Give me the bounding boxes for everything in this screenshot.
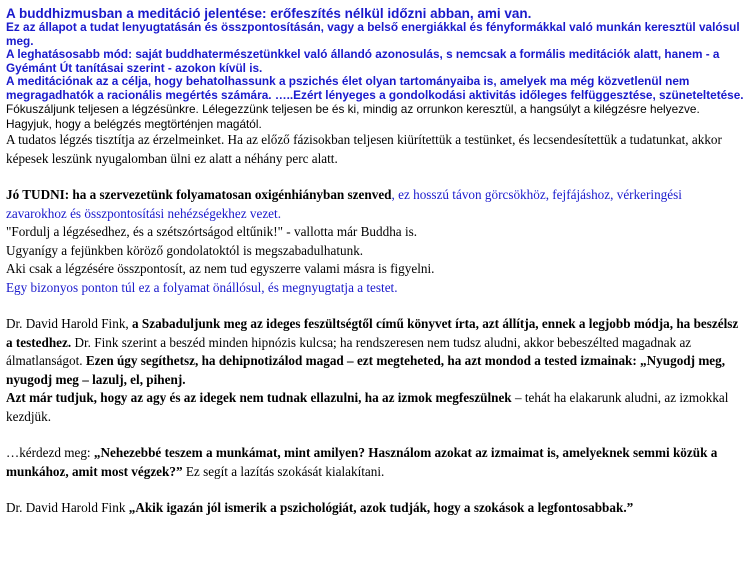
purify-paragraph: A tudatos légzés tisztítja az érzelmeinket. Ha az előző fázisokban teljesen kiürítettük a testünket, és lecsendesítettük a tudatunkat, akkor képesek leszünk nyugalomban ülni ez alatt a néhány perc alatt. <box>6 132 722 166</box>
blue-paragraph-1: Ez az állapot a tudat lenyugtatásán és összpontosításán, vagy a belső energiákkal és fényformákkal való munkán keresztül valósul meg. <box>6 20 740 48</box>
fink-name: Dr. David Harold Fink, <box>6 316 133 331</box>
fink-sleep: – tehát ha elakarunk aludni, az izmokkal kezdjük. <box>6 390 729 424</box>
ask-paragraph <box>6 444 744 481</box>
blue-paragraph-2: A leghatásosabb mód: saját buddhatermészetünkkel való állandó azonosulás, s nemcsak a formális meditációk alatt, hanem - a Gyémánt Út tanításai szerint - azokon kívül is. <box>6 47 720 75</box>
quote-line-blue: Egy bizonyos ponton túl ez a folyamat önállósul, és megnyugtatja a testet. <box>6 279 398 295</box>
fink-book-claim: a Szabaduljunk meg az ideges feszültségtől című könyvet írta, azt állítja, ennek a legjobb módja, ha beszélsz a testedhez. <box>6 316 739 350</box>
page-heading: A buddhizmusban a meditáció jelentése: erőfeszítés nélkül időzni abban, ami van. <box>6 6 532 21</box>
fink-paragraph <box>6 315 744 426</box>
ask-intro: …kérdezd meg: <box>6 445 94 460</box>
fink-dehypnotize: Ezen úgy segíthetsz, ha dehipnotizálod magad – ezt megteheted, ha azt mondod a tested izmainak: „Nyugodj meg, nyugodj meg – lazulj, el, pihenj. <box>6 353 726 387</box>
good-to-know-bold: Jó TUDNI: ha a szervezetünk folyamatosan oxigénhiányban szenved <box>6 187 392 202</box>
fink-quote-paragraph <box>6 499 744 518</box>
quote-line-3: Aki csak a légzésére összpontosít, az nem tud egyszerre valami másra is figyelni. <box>6 261 435 276</box>
ask-conclusion: Ez segít a lazítás szokását kialakítani. <box>182 463 385 479</box>
breathing-intro: Fókuszáljunk teljesen a légzésünkre. Lélegezzünk teljesen be és ki, mindig az orrunkon keresztül, a hangsúlyt a kilégzésre helyezve. Hagyjuk, hogy a belégzés megtörténjen magától. <box>6 102 700 131</box>
quote-line-2: Ugyanígy a fejünkben köröző gondolatoktól is megszabadulhatunk. <box>6 242 364 258</box>
fink-quote: „Akik igazán jól ismerik a pszichológiát, azok tudják, hogy a szokások a legfontosabbak.” <box>128 500 634 515</box>
buddha-quote: "Fordulj a légzésedhez, és a szétszórtságod eltűnik!" - vallotta már Buddha is. <box>6 224 418 239</box>
ask-question: „Nehezebbé teszem a munkámat, mint amilyen? Használom azokat az izmaimat is, amelyeknek semmi közük a munkához, amit most végzek?” <box>6 445 718 479</box>
good-to-know-paragraph <box>6 186 744 223</box>
fink-hypnosis: Dr. Fink szerint a beszéd minden hipnózis kulcsa; ha rendszeresen nem tudsz aludni, akkor bebeszélted magadnak az álmatlanságot. <box>6 334 692 368</box>
good-to-know-blue: , ez hosszú távon görcsökhöz, fejfájáshoz, vérkeringési zavarokhoz és összpontosítási nehézségekhez vezet. <box>6 187 682 221</box>
fink-muscles: Azt már tudjuk, hogy az agy és az idegek nem tudnak ellazulni, ha az izmok megfeszülnek <box>6 390 512 405</box>
fink-quote-name: Dr. David Harold Fink <box>6 500 129 515</box>
blue-paragraph-3: A meditációnak az a célja, hogy behatolhassunk a pszichés élet olyan tartományaiba is, amelyek ma még közvetlenül nem megragadhatók a racionális megértés számára. …..Ezért lényeges a gondolkodási aktivitás időleges felfüggesztése, szüneteltetése. <box>6 74 744 102</box>
